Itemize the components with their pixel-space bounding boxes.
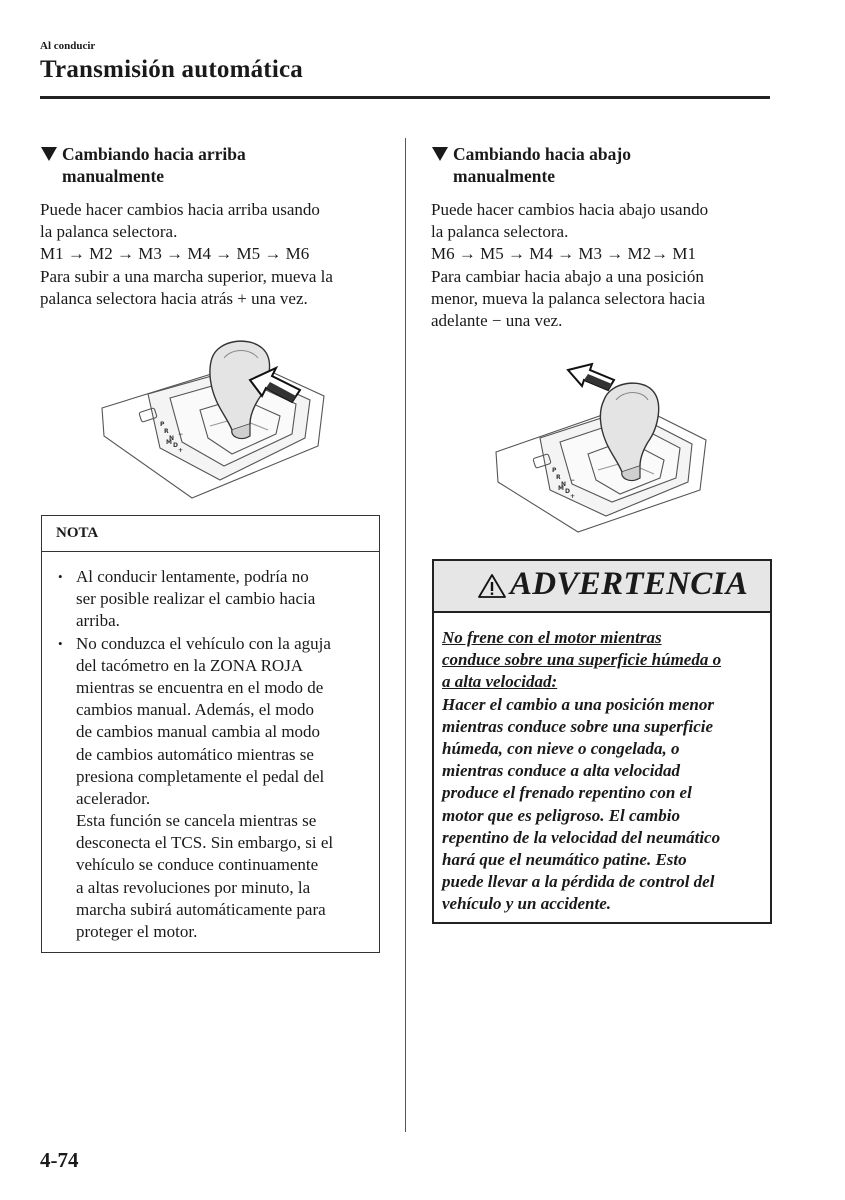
warning-line: repentino de la velocidad del neumático [442,827,721,847]
gate-letter: M [558,485,564,492]
warning-line: produce el frenado repentino con el [442,783,692,803]
triangle-marker-icon [40,143,58,168]
gate-letter: − [178,431,184,438]
warning-underlined-line: a alta velocidad: [442,672,558,692]
warning-triangle-icon [478,573,506,604]
warning-line: mientras conduce a alta velocidad [442,761,680,781]
warning-line: húmeda, con nieve o congelada, o [442,738,680,758]
paragraph-line: adelante − una vez. [431,310,563,330]
paragraph-line: Puede hacer cambios hacia abajo usando [431,200,709,219]
warning-box [432,559,772,924]
warning-line: mientras conduce sobre una superficie [442,716,714,736]
downshift-heading [431,143,791,187]
warning-line: puede llevar a la pérdida de control del [442,872,715,892]
nota-header [42,516,379,552]
warning-title: ADVERTENCIA [510,566,749,602]
shifter-downshift-illustration [494,360,714,540]
gate-letter: D [565,488,570,495]
title-rule [40,96,770,99]
warning-line: Hacer el cambio a una posición menor [442,694,714,714]
page-number: 4-74 [40,1148,79,1172]
warning-line: hará que el neumático patine. Esto [442,849,687,869]
gate-letter: − [570,477,576,484]
upshift-heading [40,143,400,187]
gate-letter: R [164,428,169,435]
paragraph-line: la palanca selectora. [431,222,569,242]
paragraph-line: menor, mueva la palanca selectora hacia [431,288,706,308]
warning-underlined-line: conduce sobre una superficie húmeda o [442,650,722,670]
warning-header [434,561,770,613]
column-divider [405,138,406,1132]
gate-letter: P [160,421,165,428]
gate-letter: + [178,447,184,454]
gate-letter: N [561,481,567,488]
bullet: • [58,569,63,584]
gate-letter: D [173,442,178,449]
gate-letter: N [169,435,175,442]
upshift-heading-line: manualmente [62,166,165,186]
paragraph-line: Para cambiar hacia abajo a una posición [431,266,704,286]
gate-letter: M [166,439,172,446]
nota-title: NOTA [56,525,99,541]
gate-letter: R [556,474,561,481]
paragraph-line: palanca selectora hacia atrás + una vez. [40,288,308,308]
downshift-heading-line: manualmente [453,166,556,186]
shifter-upshift-illustration [100,338,340,508]
gear-sequence: M6 → M5 → M4 → M3 → M2→ M1 [431,244,696,264]
paragraph-line: Puede hacer cambios hacia arriba usando [40,200,320,219]
gear-sequence: M1 → M2 → M3 → M4 → M5 → M6 [40,244,310,264]
upshift-heading-line: Cambiando hacia arriba [62,144,246,164]
nota-box: NOTA • Al conducir lentamente, podría no ser posible realizar el cambio hacia arriba. • No conduzca el vehículo con la aguja del tacómetro en la ZONA ROJA mientras se encuentra en el modo de cambios manual. Además, el modo de cambios manual cambia al modo de cambios automático mientras se presiona completamente el pedal del acelerador. Esta función se cancela mientras se desconecta el TCS. Sin embargo, si el vehículo se conduce continuamente a altas revoluciones por minuto, la marcha subirá automáticamente para proteger el motor. [41,515,380,953]
warning-line: motor que es peligroso. El cambio [442,805,680,825]
warning-line: vehículo y un accidente. [442,894,612,914]
gate-letter: + [570,493,576,500]
upshift-paragraph [40,199,333,310]
paragraph-line: la palanca selectora. [40,222,178,242]
page-title: Transmisión automática [40,56,303,83]
triangle-marker-icon [431,143,449,168]
downshift-paragraph [431,199,708,332]
warning-body [442,627,721,915]
downshift-heading-line: Cambiando hacia abajo [453,144,631,164]
paragraph-line: Para subir a una marcha superior, mueva la [40,266,333,286]
gate-letter: P [552,467,557,474]
section-label: Al conducir [40,40,96,52]
warning-underlined-line: No frene con el motor mientras [442,628,662,647]
bullet: • [58,635,63,651]
